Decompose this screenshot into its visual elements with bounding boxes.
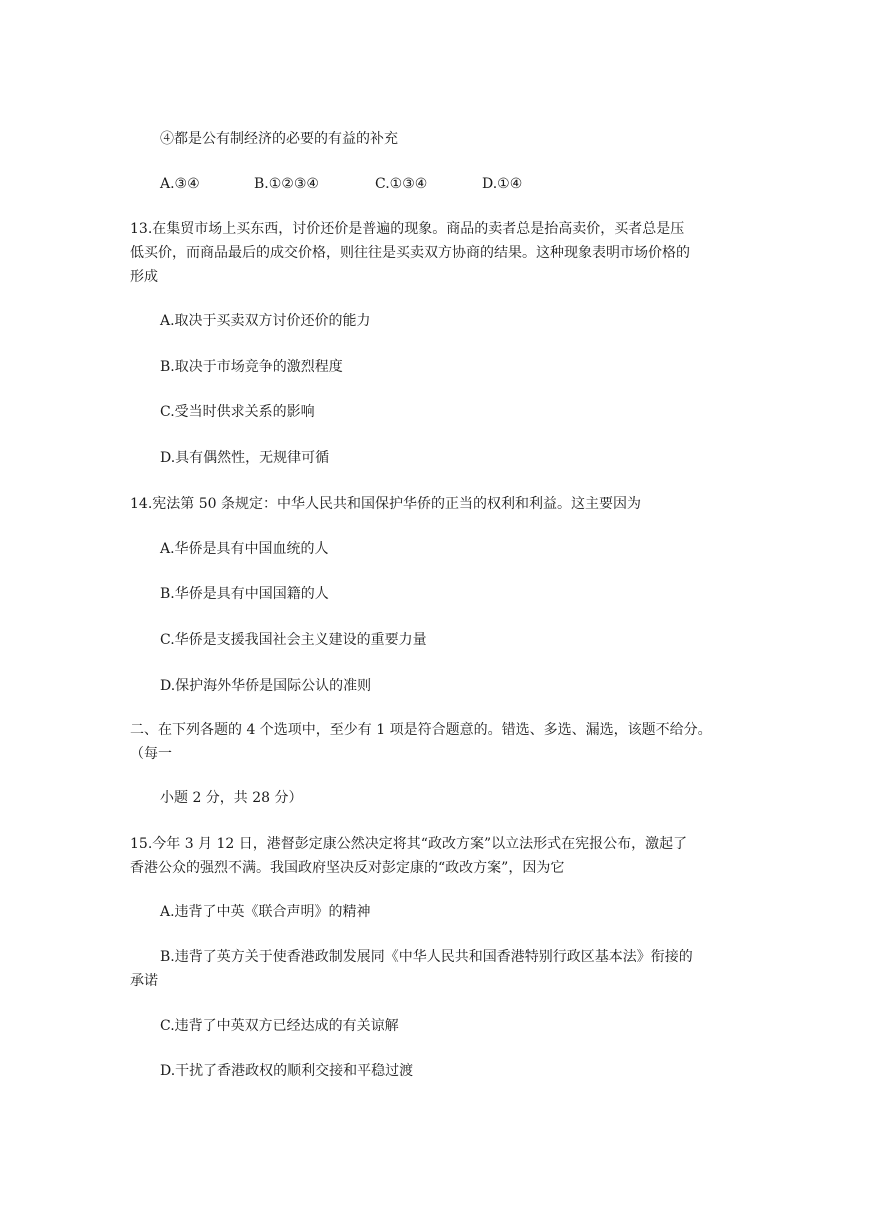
- q14-option-a: A.华侨是具有中国血统的人: [160, 541, 329, 557]
- q15-option-a: A.违背了中英《联合声明》的精神: [160, 904, 371, 920]
- q13-option-d: D.具有偶然性，无规律可循: [160, 450, 330, 466]
- q12-option-b: B.①②③④: [254, 176, 319, 192]
- section2-heading-line-1: 二、在下列各题的 4 个选项中，至少有 1 项是符合题意的。错选、多选、漏选，该题不给分。: [130, 722, 712, 738]
- q14-option-c: C.华侨是支援我国社会主义建设的重要力量: [160, 632, 427, 648]
- section2-heading-line-2: （每一: [130, 746, 172, 762]
- q13-option-b: B.取决于市场竞争的激烈程度: [160, 359, 343, 375]
- q15-stem-line-1: 15.今年 3 月 12 日，港督彭定康公然决定将其“政改方案”以立法形式在宪报公布，激起了: [130, 836, 688, 852]
- q13-stem-line-1: 13.在集贸市场上买东西，讨价还价是普遍的现象。商品的卖者总是抬高卖价，买者总是压: [130, 221, 685, 237]
- section2-heading-line-3: 小题 2 分，共 28 分）: [160, 790, 303, 806]
- q12-option-d: D.①④: [482, 176, 523, 192]
- q13-option-c: C.受当时供求关系的影响: [160, 404, 315, 420]
- q15-option-b-continued: 承诺: [130, 973, 158, 989]
- q15-option-c: C.违背了中英双方已经达成的有关谅解: [160, 1018, 399, 1034]
- q14-option-b: B.华侨是具有中国国籍的人: [160, 586, 329, 602]
- q12-option-c: C.①③④: [375, 176, 428, 192]
- q12-option-a: A.③④: [160, 176, 200, 192]
- q15-option-d: D.干扰了香港政权的顺利交接和平稳过渡: [160, 1063, 414, 1079]
- q13-option-a: A.取决于买卖双方讨价还价的能力: [160, 313, 371, 329]
- q12-item-4: ④都是公有制经济的必要的有益的补充: [160, 131, 398, 147]
- q13-stem-line-3: 形成: [130, 269, 158, 285]
- q15-stem-line-2: 香港公众的强烈不满。我国政府坚决反对彭定康的“政改方案”，因为它: [130, 860, 565, 876]
- q14-option-d: D.保护海外华侨是国际公认的准则: [160, 678, 372, 694]
- q14-stem: 14.宪法第 50 条规定：中华人民共和国保护华侨的正当的权利和利益。这主要因为: [130, 496, 641, 512]
- q13-stem-line-2: 低买价，而商品最后的成交价格，则往往是买卖双方协商的结果。这种现象表明市场价格的: [130, 245, 690, 261]
- q15-option-b: B.违背了英方关于使香港政制发展同《中华人民共和国香港特别行政区基本法》衔接的: [160, 949, 693, 965]
